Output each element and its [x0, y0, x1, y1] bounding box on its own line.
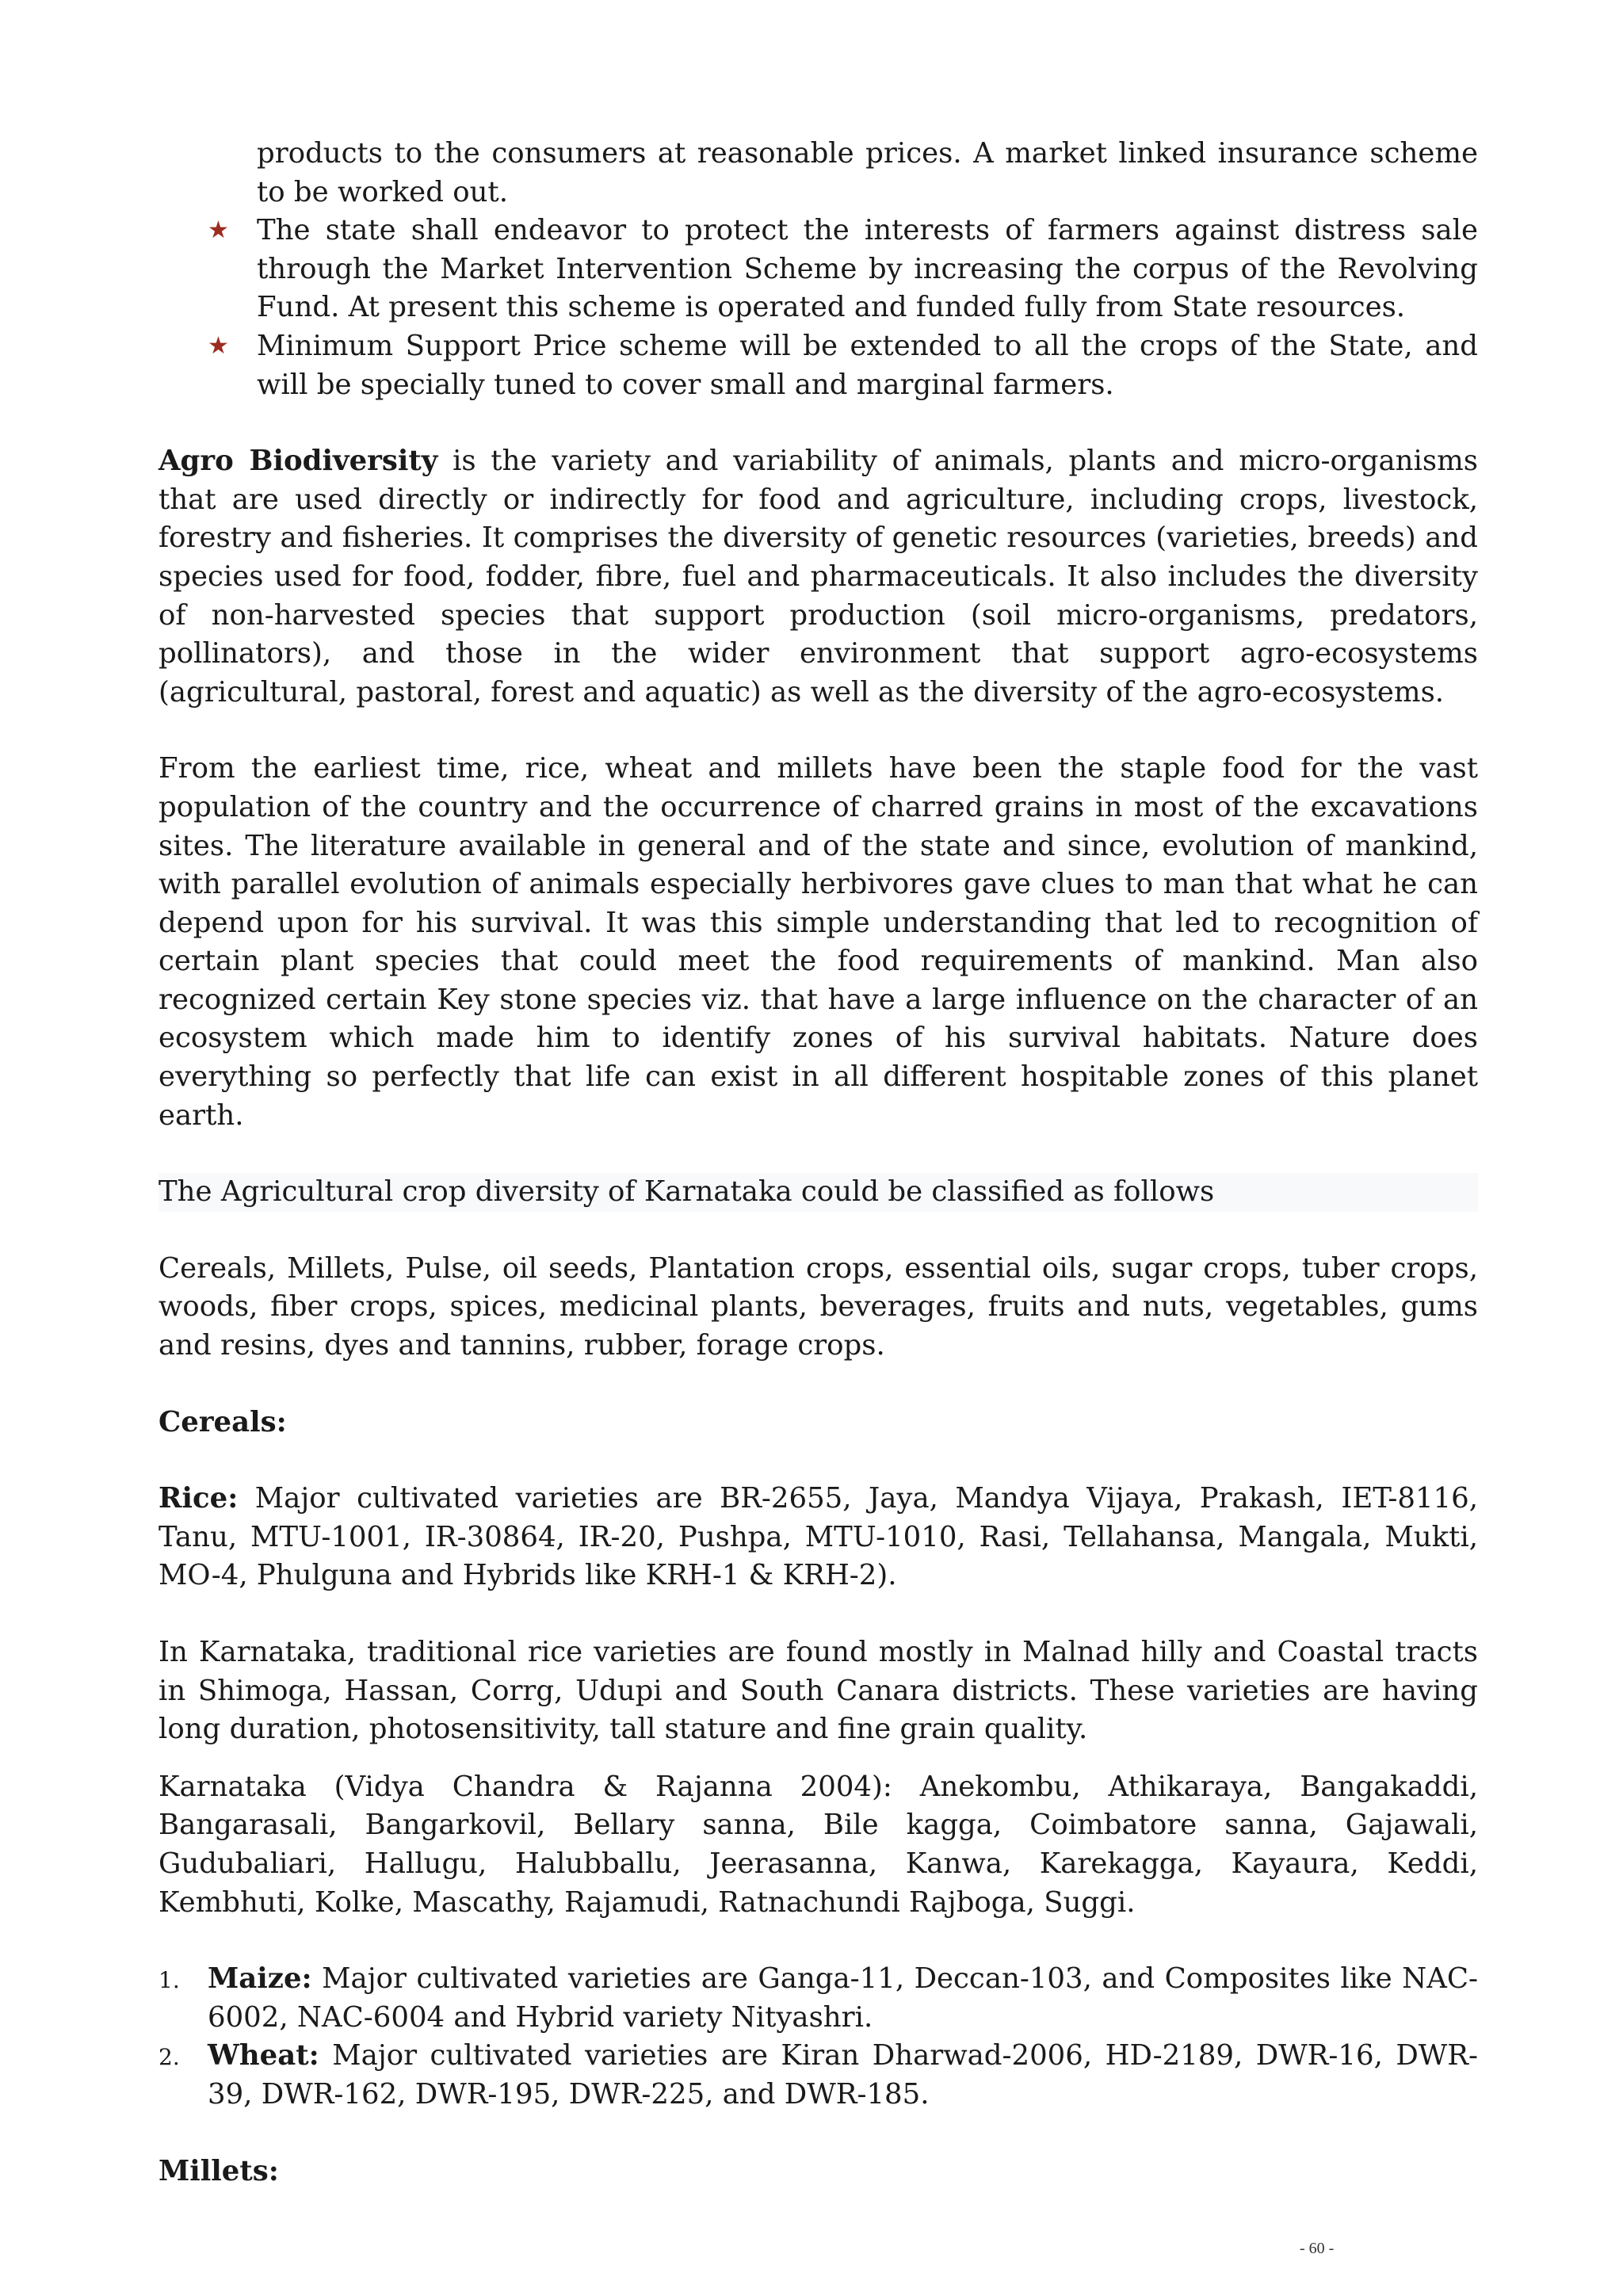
bullet-text: Minimum Support Price scheme will be extended to all the crops of the State, and will be specially tuned to cover small and marginal farmers. — [257, 329, 1478, 401]
cereal-numbered-list — [158, 1960, 1478, 2114]
maize-label: Maize: — [208, 1962, 312, 1996]
page-number: - 60 - — [1300, 2240, 1335, 2257]
classification-intro: The Agricultural crop diversity of Karnataka could be classified as follows — [158, 1173, 1478, 1212]
rice-paragraph — [158, 1480, 1478, 1595]
cereals-heading: Cereals: — [158, 1405, 287, 1438]
bullet-item — [158, 135, 1478, 212]
bullet-item — [158, 327, 1478, 404]
bullet-item — [158, 212, 1478, 327]
karnataka-varieties-paragraph: Karnataka (Vidya Chandra & Rajanna 2004): Anekombu, Athikaraya, Bangakaddi, Bangarasali, Bangarkovil, Bellary sanna, Bile kagga, Coimbatore sanna, Gajawali, Gudubaliari, Hallugu, Halubballu, Jeerasanna, Kanwa, Karekagga, Kayaura, Keddi, Kembhuti, Kolke, Mascathy, Rajamudi, Ratnachundi Rajboga, Suggi. — [158, 1770, 1478, 1919]
millets-heading: Millets: — [158, 2154, 279, 2187]
list-number: 2. — [158, 2044, 180, 2071]
agro-biodiversity-term: Agro Biodiversity — [158, 445, 438, 478]
star-bullet-icon: ★ — [208, 331, 229, 360]
crop-classification-list: Cereals, Millets, Pulse, oil seeds, Plantation crops, essential oils, sugar crops, tuber crops, woods, fiber crops, spices, medicinal plants, beverages, fruits and nuts, vegetables, gums and resins, dyes and tannins, rubber, forage crops. — [158, 1251, 1478, 1362]
policy-bullet-list — [158, 135, 1478, 404]
agro-biodiversity-paragraph — [158, 442, 1478, 712]
traditional-rice-paragraph: In Karnataka, traditional rice varieties are found mostly in Malnad hilly and Coastal tracts in Shimoga, Hassan, Corrg, Udupi and South Canara districts. These varieties are having long duration, photosensitivity, tall stature and fine grain quality. — [158, 1636, 1478, 1746]
bullet-text: The state shall endeavor to protect the interests of farmers against distress sale through the Market Intervention Scheme by increasing the corpus of the Revolving Fund. At present this scheme is operated and funded fully from State resources. — [257, 214, 1478, 324]
rice-text: Major cultivated varieties are BR-2655, Jaya, Mandya Vijaya, Prakash, IET-8116, Tanu, MTU-1001, IR-30864, IR-20, Pushpa, MTU-1010, Rasi, Tellahansa, Mangala, Mukti, MO-4, Phulguna and Hybrids like KRH-1 & KRH-2). — [158, 1482, 1478, 1592]
document-page — [158, 135, 1478, 2229]
star-bullet-icon: ★ — [208, 216, 229, 245]
list-item-text — [208, 1960, 1478, 2037]
rice-label: Rice: — [158, 1482, 239, 1515]
maize-text: Major cultivated varieties are Ganga-11, Deccan-103, and Composites like NAC-6002, NAC-6004 and Hybrid variety Nityashri. — [208, 1962, 1478, 2034]
agro-biodiversity-definition: is the variety and variability of animals, plants and micro-organisms that are used directly or indirectly for food and agriculture, including crops, livestock, forestry and fisheries. It comprises the diversity of genetic resources (varieties, breeds) and species used for food, fodder, fibre, fuel and pharmaceuticals. It also includes the diversity of non-harvested species that support production (soil micro-organisms, predators, pollinators), and those in the wider environment that support agro-ecosystems (agricultural, pastoral, forest and aquatic) as well as the diversity of the agro-ecosystems. — [158, 445, 1478, 709]
wheat-text: Major cultivated varieties are Kiran Dharwad-2006, HD-2189, DWR-16, DWR-39, DWR-162, DWR-195, DWR-225, and DWR-185. — [208, 2039, 1478, 2111]
list-item — [158, 2037, 1478, 2114]
bullet-text: products to the consumers at reasonable prices. A market linked insurance scheme to be worked out. — [257, 137, 1478, 208]
history-paragraph: From the earliest time, rice, wheat and millets have been the staple food for the vast population of the country and the occurrence of charred grains in most of the excavations sites. The literature available in general and of the state and since, evolution of mankind, with parallel evolution of animals especially herbivores gave clues to man that what he can depend upon for his survival. It was this simple understanding that led to recognition of certain plant species that could meet the food requirements of mankind. Man also recognized certain Key stone species viz. that have a large influence on the character of an ecosystem which made him to identify zones of his survival habitats. Nature does everything so perfectly that life can exist in all different hospitable zones of this planet earth. — [158, 752, 1478, 1132]
list-item — [158, 1960, 1478, 2037]
wheat-label: Wheat: — [208, 2039, 319, 2073]
list-number: 1. — [158, 1967, 180, 1994]
list-item-text — [208, 2037, 1478, 2114]
